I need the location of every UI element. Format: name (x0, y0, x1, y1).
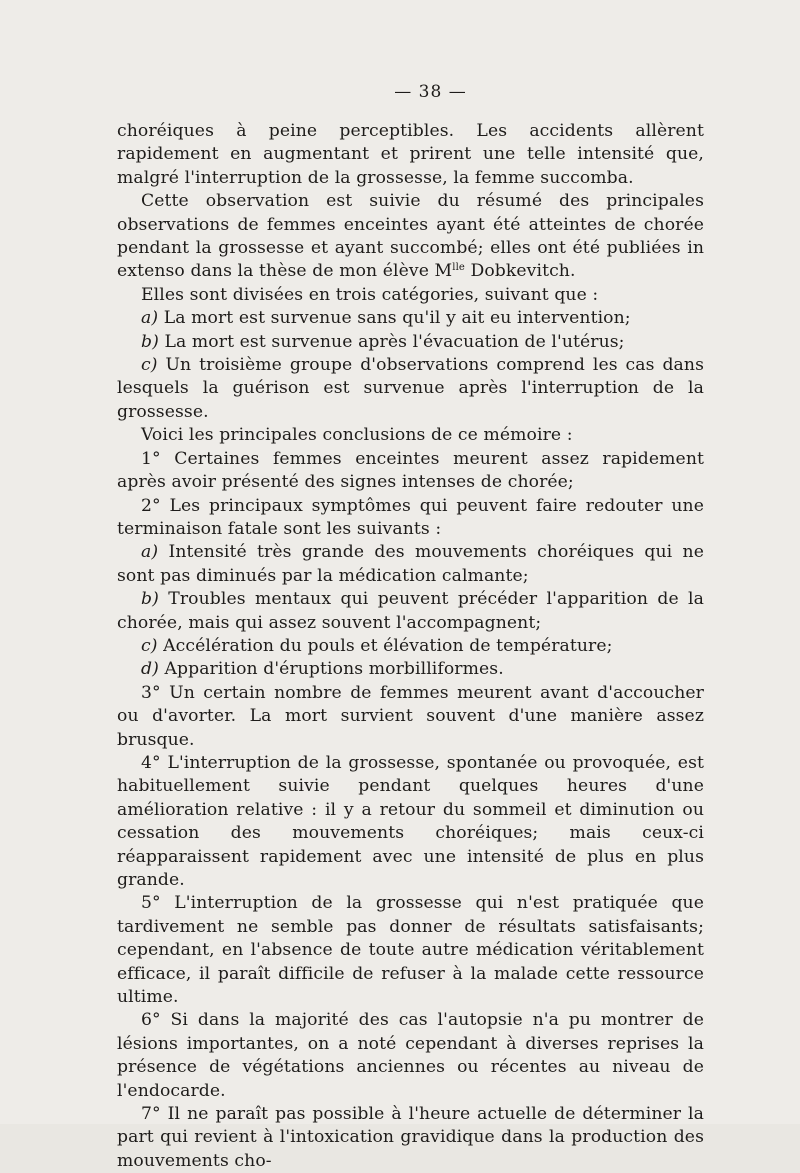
symptom-a: a) Intensité très grande des mouvements choréiques qui ne sont pas diminués par la médication calmante; (117, 542, 704, 586)
paragraph-categories-intro: Elles sont divisées en trois catégories, suivant que : (141, 284, 599, 305)
list-item-category-b: b) La mort est survenue après l'évacuation de l'utérus; (141, 331, 625, 352)
conclusion-3: 3° Un certain nombre de femmes meurent avant d'accoucher ou d'avorter. La mort survient souvent d'une manière assez brusque. (117, 682, 704, 750)
paragraph-continuation: choréiques à peine perceptibles. Les accidents allèrent rapidement en augmentant et prirent une telle intensité que, malgré l'interruption de la grossesse, la femme succomba. (117, 121, 704, 188)
symptom-b: b) Troubles mentaux qui peuvent précéder l'apparition de la chorée, mais qui assez souvent l'accompagnent; (117, 589, 704, 633)
list-marker: c) (141, 355, 158, 376)
list-marker: c) (141, 635, 158, 656)
paragraph-conclusions-intro: Voici les principales conclusions de ce mémoire : (141, 425, 573, 446)
conclusion-2: 2° Les principaux symptômes qui peuvent faire redouter une terminaison fatale sont les suivants : (117, 495, 704, 539)
symptom-c: c) Accélération du pouls et élévation de température; (141, 635, 613, 656)
conclusion-4: 4° L'interruption de la grossesse, spontanée ou provoquée, est habituellement suivie pendant quelques heures d'une amélioration relative : il y a retour du sommeil et diminution ou cessation des mouvements choréiques; mais ceux-ci réapparaissent rapidement avec une intensité de plus en plus grande. (117, 752, 704, 890)
list-marker: d) (141, 659, 159, 680)
list-marker: a) (141, 542, 159, 563)
list-marker: b) (141, 589, 159, 610)
list-marker: b) (141, 331, 159, 352)
conclusion-7: 7° Il ne paraît pas possible à l'heure actuelle de déterminer la part qui revient à l'intoxication gravidique dans la production des mouvements cho- (117, 1104, 704, 1171)
conclusion-6: 6° Si dans la majorité des cas l'autopsie n'a pu montrer de lésions importantes, on a noté cependant à diverses reprises la présence de végétations anciennes ou récentes au niveau de l'endocarde. (117, 1010, 704, 1101)
list-item-category-a: a) La mort est survenue sans qu'il y ait eu intervention; (141, 308, 631, 329)
page-number: — 38 — (394, 82, 467, 102)
conclusion-5: 5° L'interruption de la grossesse qui n'est pratiquée que tardivement ne semble pas donner de résultats satisfaisants; cependant, en l'absence de toute autre médication véritablement efficace, il paraît difficile de refuser à la malade cette ressource ultime. (117, 893, 704, 1008)
symptom-d: d) Apparition d'éruptions morbilliformes. (141, 659, 504, 680)
paragraph-observation-summary: Cette observation est suivie du résumé des principales observations de femmes enceintes ayant été atteintes de chorée pendant la grossesse et ayant succombé; elles ont été publiées in extenso dans la thèse de mon élève $M^{lle}$ Dobkevitch. (117, 191, 704, 282)
list-item-category-c: c) Un troisième groupe d'observations comprend les cas dans lesquels la guérison est survenue après l'interruption de la grossesse. (117, 355, 704, 422)
list-marker: a) (141, 308, 159, 329)
superscript: lle (452, 262, 465, 274)
conclusion-1: 1° Certaines femmes enceintes meurent assez rapidement après avoir présenté des signes intenses de chorée; (117, 448, 704, 493)
